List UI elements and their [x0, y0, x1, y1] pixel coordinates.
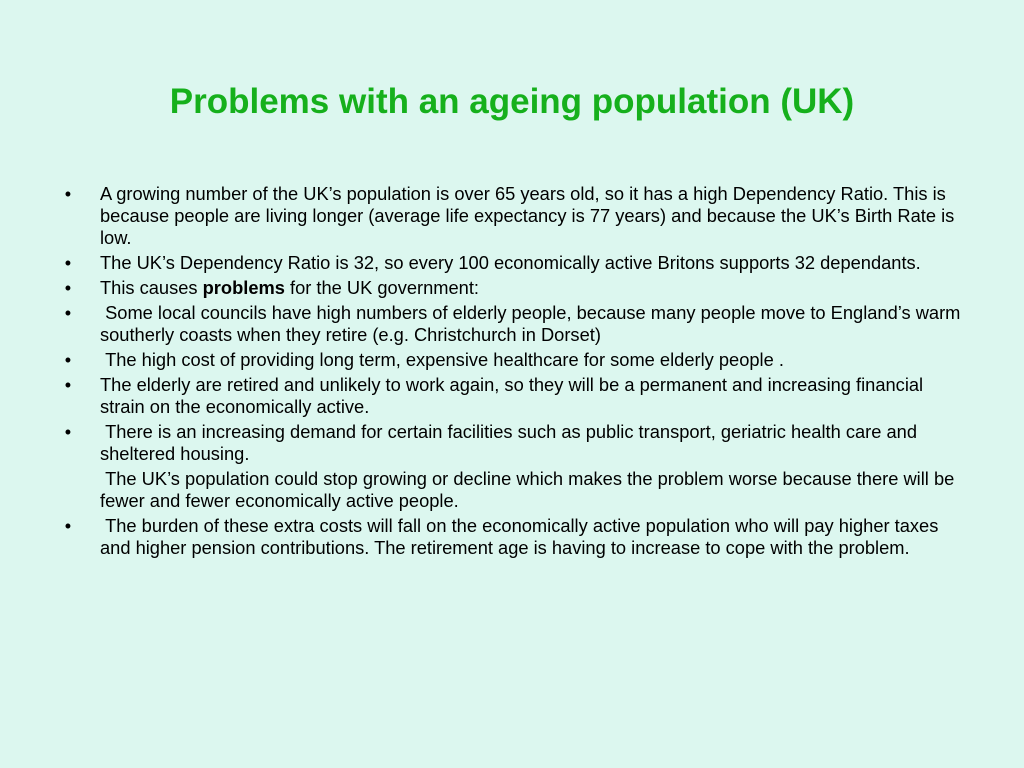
list-item-text: The UK’s population could stop growing or decline which makes the problem worse because there will be fewer and fewer economically active people.	[100, 468, 955, 511]
list-item	[58, 421, 968, 465]
list-item-text-before: This causes	[100, 277, 203, 298]
list-item-text: The elderly are retired and unlikely to work again, so they will be a permanent and increasing financial strain on the economically active.	[100, 374, 924, 417]
bullet-list	[58, 183, 968, 562]
list-item	[58, 515, 968, 559]
list-item-text	[100, 277, 479, 298]
list-item-text: There is an increasing demand for certain facilities such as public transport, geriatric health care and sheltered housing.	[100, 421, 917, 464]
slide-title: Problems with an ageing population (UK)	[169, 82, 855, 121]
emphasis-problems: problems	[202, 277, 285, 298]
list-item	[58, 349, 968, 371]
list-item	[58, 183, 968, 249]
list-item	[58, 277, 968, 299]
list-item	[58, 252, 968, 274]
list-item	[58, 374, 968, 418]
bullet-icon: •	[64, 302, 72, 323]
list-item-text-after: for the UK government:	[284, 277, 479, 298]
bullet-icon: •	[64, 421, 72, 442]
list-item	[58, 302, 968, 346]
bullet-icon: •	[64, 374, 72, 395]
bullet-icon: •	[64, 349, 72, 370]
list-item-no-bullet	[58, 468, 968, 512]
list-item-text: The burden of these extra costs will fall on the economically active population who will pay higher taxes and higher pension contributions. The retirement age is having to increase to cope with the problem.	[100, 515, 939, 558]
bullet-icon: •	[64, 277, 72, 298]
bullet-icon: •	[64, 183, 72, 204]
list-item-text: The high cost of providing long term, expensive healthcare for some elderly people .	[105, 349, 784, 370]
bullet-icon: •	[64, 515, 72, 536]
list-item-text: The UK’s Dependency Ratio is 32, so every 100 economically active Britons supports 32 dependants.	[100, 252, 921, 273]
bullet-icon: •	[64, 252, 72, 273]
list-item-text: Some local councils have high numbers of elderly people, because many people move to England’s warm southerly coasts when they retire (e.g. Christchurch in Dorset)	[100, 302, 961, 345]
list-item-text: A growing number of the UK’s population is over 65 years old, so it has a high Dependency Ratio. This is because people are living longer (average life expectancy is 77 years) and because the UK’s Birth Rate is low.	[100, 183, 955, 248]
